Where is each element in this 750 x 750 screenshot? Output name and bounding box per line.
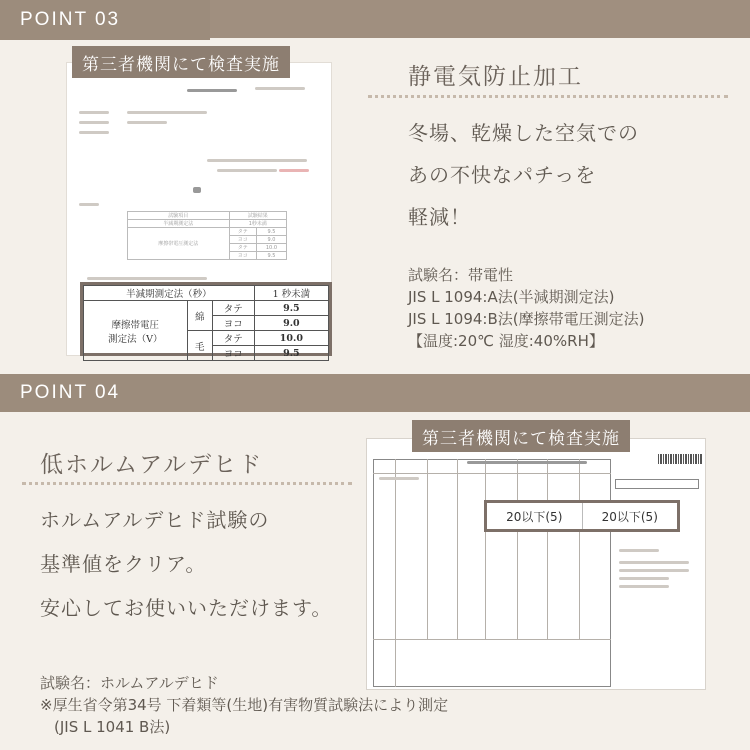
point04-doc-label: 第三者機関にて検査実施 [412, 420, 630, 452]
row-direction: タテ [212, 301, 254, 316]
point03-body: 冬場、乾燥した空気での あの不快なパチっを 軽減！ [408, 121, 639, 229]
point03-title: 静電気防止加工 [408, 64, 583, 90]
friction-label: 摩擦帯電圧 測定法（V） [84, 301, 188, 361]
point04-tag: POINT 04 [0, 374, 210, 412]
mini-table: 試験項目 試験結果 半減期測定法 1秒未満 摩擦帯電圧測定法 タテ 9.5 ヨコ 9.0 タテ 10.0 ヨコ 9.5 [127, 211, 287, 260]
half-life-label: 半減期測定法（秒） [84, 286, 255, 301]
row-value: 9.5 [254, 346, 328, 361]
row-direction: タテ [212, 331, 254, 346]
point03-test-info: 試験名：帯電性 JIS L 1094:A法(半減期測定法) JIS L 1094:B法(摩擦帯電圧測定法) 【温度:20℃ 湿度:40%RH】 [408, 266, 645, 350]
row-direction: ヨコ [212, 316, 254, 331]
row-value: 9.0 [254, 316, 328, 331]
barcode-icon [658, 454, 702, 464]
result-value: 20以下(5) [601, 509, 658, 524]
point04-result-box [484, 500, 680, 532]
wool-label: 毛 [187, 331, 212, 361]
point03-result-table [80, 282, 332, 360]
half-life-value: 1 秒未満 [254, 286, 328, 301]
point04-title-divider [22, 482, 352, 485]
cotton-label: 綿 [187, 301, 212, 331]
point04-title: 低ホルムアルデヒド [40, 452, 264, 478]
row-direction: ヨコ [212, 346, 254, 361]
point03-doc-label: 第三者機関にて検査実施 [72, 46, 290, 78]
row-value: 10.0 [254, 331, 328, 346]
result-value: 20以下(5) [487, 503, 583, 529]
point04-body: ホルムアルデヒド試験の 基準値をクリア。 安心してお使いいただけます。 [40, 508, 333, 620]
point04-test-info: 試験名：ホルムアルデヒド ※厚生省令第34号 下着類等(生地)有害物質試験法により測定 (JIS L 1041 B法) [40, 674, 449, 736]
row-value: 9.5 [254, 301, 328, 316]
point04-report-image [366, 438, 706, 690]
point03-tag: POINT 03 [0, 0, 210, 40]
point03-title-divider [368, 95, 728, 98]
